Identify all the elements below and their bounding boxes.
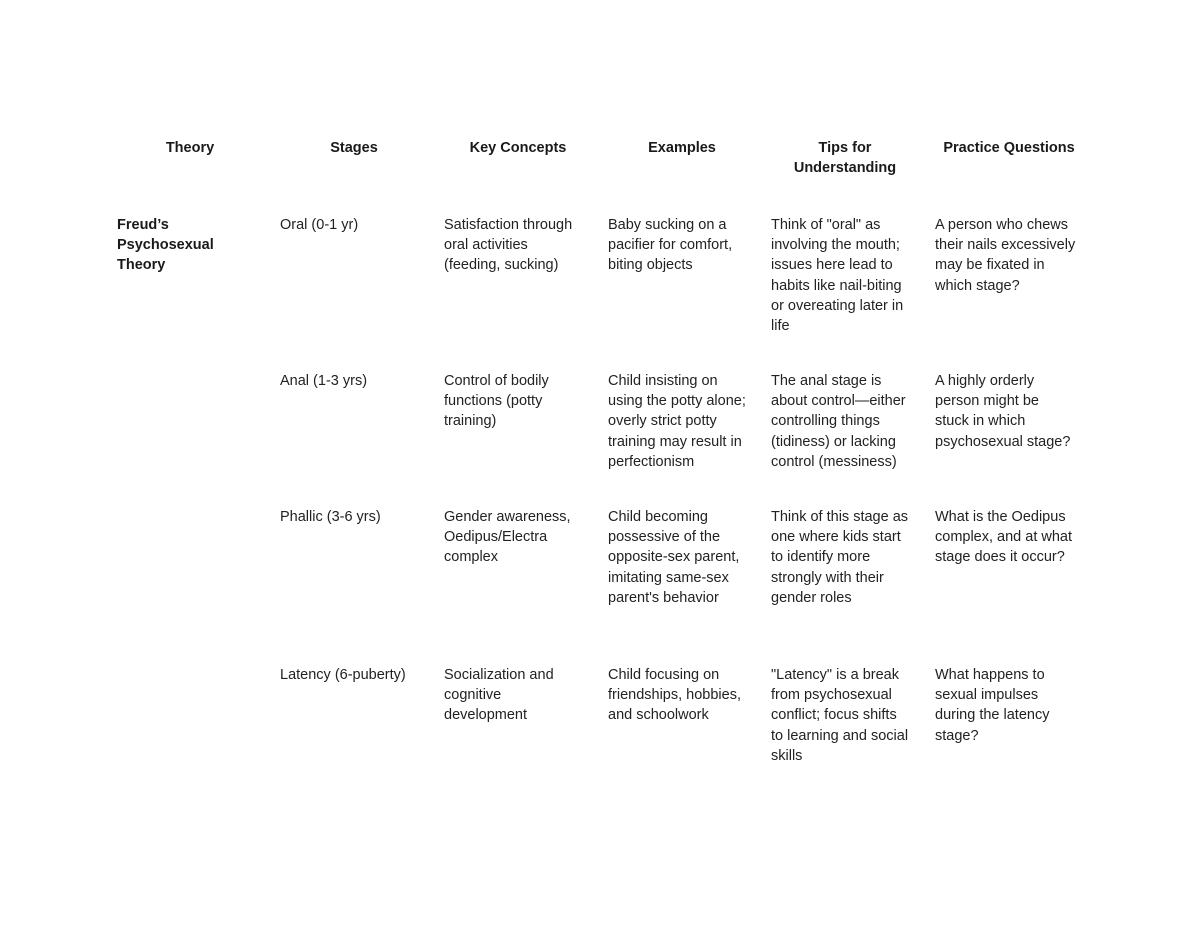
stage-cell-line: Latency (6-puberty) [280,667,406,683]
key-concepts-cell [444,215,594,276]
examples-cell [608,371,758,472]
header-tips-line1: Tips for [818,140,872,156]
tips-cell [771,665,921,766]
stage-cell-line: Anal (1-3 yrs) [280,373,368,389]
tips-cell-line: to learning and social [771,727,909,744]
theory-name-line2: Psychosexual [117,237,214,254]
examples-cell-line: biting objects [608,257,693,274]
theory-name-line1: Freud’s [117,217,169,233]
header-key-concepts: Key Concepts [469,140,567,156]
key-concepts-cell-line: Satisfaction through [444,217,573,233]
examples-cell-line: pacifier for comfort, [608,237,733,254]
examples-cell-line: imitating same-sex [608,569,729,586]
theory-name [117,215,247,276]
tips-cell-line: issues here lead to [771,257,893,274]
examples-cell-line: Baby sucking on a [608,217,727,233]
examples-cell-line: parent's behavior [608,589,719,606]
tips-cell-line: "Latency" is a break [771,667,899,683]
practice-question-cell-line: A highly orderly [935,373,1035,389]
tips-cell-line: life [771,318,790,335]
tips-cell [771,371,921,472]
examples-cell [608,665,758,726]
tips-cell-line: involving the mouth; [771,237,900,254]
stage-cell [280,215,440,235]
tips-cell-line: from psychosexual [771,687,892,704]
tips-cell-line: or overeating later in [771,297,904,314]
practice-question-cell-line: which stage? [935,277,1020,294]
practice-question-cell [935,507,1085,568]
stage-cell [280,507,440,527]
practice-question-cell-line: What is the Oedipus [935,509,1066,525]
examples-cell-line: and schoolwork [608,707,709,724]
examples-cell-line: Child insisting on [608,373,718,389]
header-theory: Theory [165,140,215,156]
examples-cell-line: perfectionism [608,453,695,470]
examples-cell [608,507,758,608]
tips-cell-line: habits like nail-biting [771,277,902,294]
key-concepts-cell-line: oral activities [444,237,528,254]
examples-cell-line: possessive of the [608,529,721,546]
header-stages: Stages [330,140,378,156]
tips-cell-line: (tidiness) or lacking [771,433,896,450]
header-examples: Examples [648,140,716,156]
practice-question-cell [935,665,1085,746]
header-tips [765,138,925,178]
practice-question-cell-line: during the latency [935,707,1050,724]
practice-question-cell-line: may be fixated in [935,257,1045,274]
practice-question-cell-line: complex, and at what [935,529,1073,546]
tips-cell-line: strongly with their [771,569,884,586]
practice-question-cell [935,371,1085,452]
practice-question-cell [935,215,1085,296]
examples-cell-line: Child focusing on [608,667,720,683]
key-concepts-cell-line: Socialization and [444,667,554,683]
practice-question-cell-line: stage does it occur? [935,549,1065,566]
key-concepts-cell-line: functions (potty [444,393,543,410]
practice-question-cell-line: their nails excessively [935,237,1076,254]
tips-cell-line: conflict; focus shifts [771,707,897,724]
key-concepts-cell-line: Gender awareness, [444,509,571,525]
examples-cell-line: training may result in [608,433,742,450]
examples-cell-line: overly strict potty [608,413,717,430]
key-concepts-cell [444,665,594,726]
key-concepts-cell [444,371,594,432]
tips-cell-line: The anal stage is [771,373,882,389]
tips-cell-line: about control—either [771,393,906,410]
key-concepts-cell-line: training) [444,413,497,430]
tips-cell-line: one where kids start [771,529,901,546]
key-concepts-cell-line: complex [444,549,498,566]
tips-cell-line: gender roles [771,589,852,606]
examples-cell-line: opposite-sex parent, [608,549,740,566]
header-tips-line2: Understanding [793,160,897,176]
tips-cell-line: controlling things [771,413,880,430]
tips-cell-line: control (messiness) [771,453,897,470]
key-concepts-cell [444,507,594,568]
stage-cell-line: Phallic (3-6 yrs) [280,509,381,525]
stage-cell [280,665,440,685]
examples-cell-line: friendships, hobbies, [608,687,741,704]
practice-question-cell-line: person might be [935,393,1039,410]
key-concepts-cell-line: development [444,707,528,724]
practice-question-cell-line: stuck in which [935,413,1026,430]
theory-name-line3: Theory [117,257,166,274]
stage-cell [280,371,440,391]
practice-question-cell-line: A person who chews [935,217,1068,233]
key-concepts-cell-line: (feeding, sucking) [444,257,559,274]
stage-cell-line: Oral (0-1 yr) [280,217,359,233]
practice-question-cell-line: sexual impulses [935,687,1039,704]
tips-cell [771,215,921,336]
tips-cell [771,507,921,608]
tips-cell-line: to identify more [771,549,871,566]
practice-question-cell-line: stage? [935,727,979,744]
header-practice-questions: Practice Questions [943,140,1075,156]
tips-cell-line: Think of this stage as [771,509,909,525]
examples-cell-line: Child becoming [608,509,708,525]
key-concepts-cell-line: Oedipus/Electra [444,529,548,546]
tips-cell-line: skills [771,747,803,764]
examples-cell-line: using the potty alone; [608,393,746,410]
practice-question-cell-line: What happens to [935,667,1045,683]
tips-cell-line: Think of "oral" as [771,217,881,233]
examples-cell [608,215,758,276]
key-concepts-cell-line: cognitive [444,687,502,704]
key-concepts-cell-line: Control of bodily [444,373,549,389]
practice-question-cell-line: psychosexual stage? [935,433,1071,450]
